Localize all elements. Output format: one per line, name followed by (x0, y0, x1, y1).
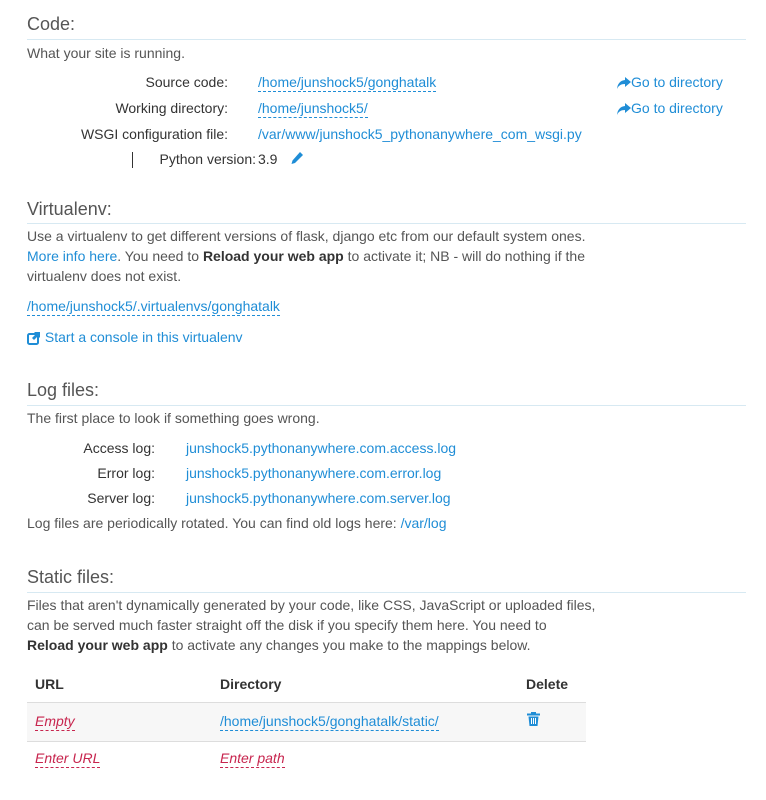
code-section-divider (27, 39, 746, 40)
text-cursor (132, 152, 133, 168)
share-arrow-icon (617, 103, 631, 115)
log-files-description: The first place to look if something goes wrong. (27, 410, 320, 426)
url-column-header: URL (35, 676, 64, 692)
static-files-description: Files that aren't dynamically generated by your code, like CSS, JavaScript or uploaded files, can be served much faster straight off the disk if you specify them here. You need to Reload your web app to activate any changes you make to the mappings below. (27, 597, 596, 653)
working-directory-link[interactable]: /home/junshock5/ (258, 100, 368, 116)
virtualenv-description: Use a virtualenv to get different versions of flask, django etc from our default system ones. More info here. You need to Reload your web app to activate it; NB - will do nothing if the virtualenv does not exist. (27, 228, 586, 284)
access-log-link[interactable]: junshock5.pythonanywhere.com.access.log (186, 440, 457, 456)
error-log-label: Error log: (97, 465, 155, 481)
static-files-section-title: Static files: (27, 567, 115, 587)
source-code-link[interactable]: /home/junshock5/gonghatalk (258, 74, 437, 90)
more-info-link[interactable]: More info here (27, 248, 118, 264)
old-logs-link[interactable]: /var/log (400, 515, 447, 531)
code-section-title: Code: (27, 14, 76, 34)
log-files-section-divider (27, 405, 746, 406)
virtualenv-path-link[interactable]: /home/junshock5/.virtualenvs/gonghatalk (27, 298, 280, 314)
source-code-label: Source code: (145, 74, 228, 90)
share-arrow-icon (617, 77, 631, 89)
working-go-to-directory[interactable]: Go to directory (617, 100, 723, 116)
delete-column-header: Delete (526, 676, 569, 692)
python-version-value: 3.9 (258, 151, 278, 167)
start-console-link[interactable]: Start a console in this virtualenv (27, 329, 243, 345)
error-log-link[interactable]: junshock5.pythonanywhere.com.error.log (186, 465, 442, 481)
access-log-label: Access log: (83, 440, 155, 456)
log-files-section-title: Log files: (27, 380, 100, 400)
edit-python-version[interactable] (290, 151, 304, 168)
delete-mapping-button[interactable] (527, 712, 540, 729)
pencil-icon[interactable] (290, 151, 304, 165)
static-url-cell[interactable]: Empty (35, 713, 75, 729)
static-directory-cell[interactable]: /home/junshock5/gonghatalk/static/ (220, 713, 439, 729)
server-log-label: Server log: (87, 490, 155, 506)
working-directory-label: Working directory: (115, 100, 228, 116)
enter-url-field[interactable]: Enter URL (35, 750, 101, 766)
enter-path-field[interactable]: Enter path (220, 750, 285, 766)
static-files-section-divider (27, 592, 746, 593)
wsgi-link[interactable]: /var/www/junshock5_pythonanywhere_com_wsgi.py (258, 126, 582, 142)
trash-icon[interactable] (527, 712, 540, 726)
directory-column-header: Directory (220, 676, 282, 692)
log-rotation-note: Log files are periodically rotated. You can find old logs here: /var/log (27, 515, 447, 531)
python-version-label: Python version: (159, 151, 256, 167)
source-go-to-directory[interactable]: Go to directory (617, 74, 723, 90)
code-description: What your site is running. (27, 45, 185, 61)
virtualenv-section-title: Virtualenv: (27, 199, 112, 219)
virtualenv-section-divider (27, 223, 746, 224)
external-link-icon (27, 331, 41, 345)
wsgi-label: WSGI configuration file: (80, 126, 228, 142)
server-log-link[interactable]: junshock5.pythonanywhere.com.server.log (186, 490, 451, 506)
